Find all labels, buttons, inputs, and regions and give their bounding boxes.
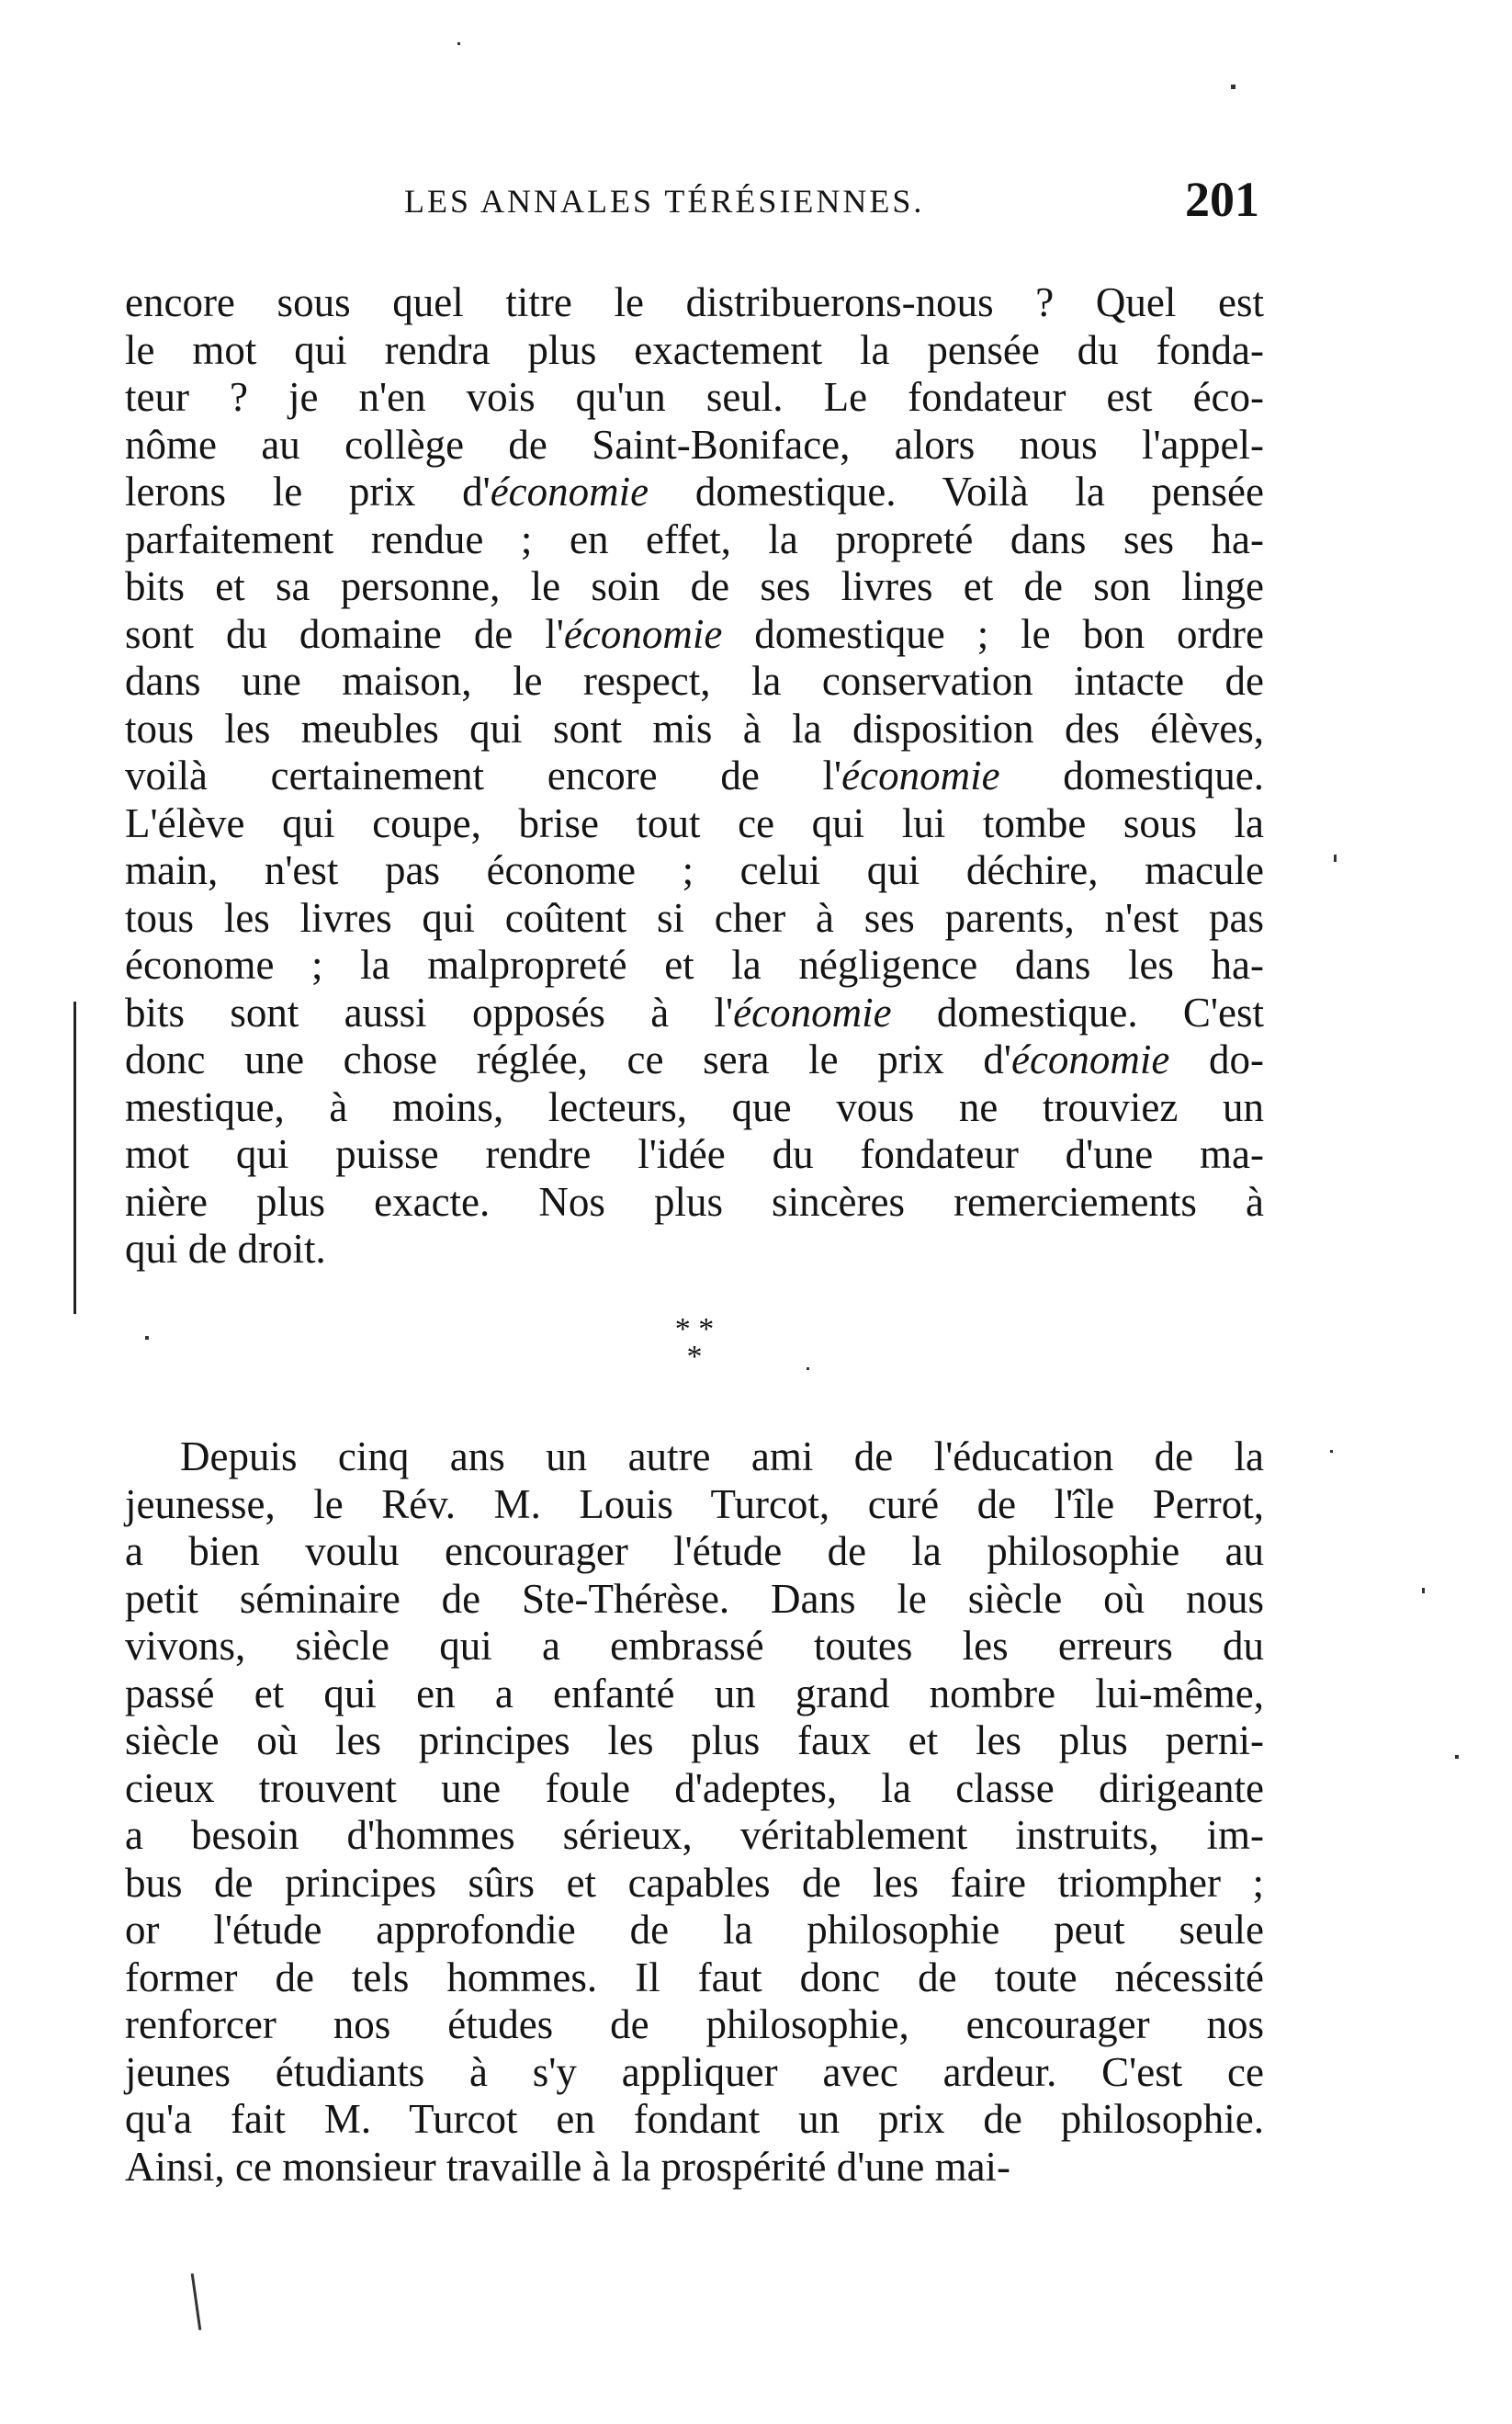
section-separator: [658, 1312, 731, 1374]
ink-speck: [807, 1367, 809, 1370]
text-line: petit séminaire de Ste-Thérèse. Dans le siècle où nous: [125, 1575, 1264, 1622]
text-line: jeunes étudiants à s'y appliquer avec ardeur. C'est ce: [125, 2048, 1264, 2095]
text-line: économe ; la malpropreté et la négligence dans les ha-: [125, 942, 1264, 988]
text-line: or l'étude approfondie de la philosophie peut seule: [125, 1907, 1264, 1953]
italic-term: économie: [490, 469, 649, 515]
text-line: nière plus exacte. Nos plus sincères remerciements à: [125, 1178, 1264, 1225]
italic-term: économie: [733, 989, 892, 1036]
ink-speck: [145, 1336, 149, 1340]
ink-speck: [1334, 855, 1337, 862]
text-line: qu'a fait M. Turcot en fondant un prix de philosophie.: [125, 2096, 1264, 2142]
italic-term: économie: [563, 610, 723, 657]
text-segment: domestique. Voilà la pensée: [649, 469, 1264, 515]
ink-speck: [191, 2273, 202, 2330]
text-line: mot qui puisse rendre l'idée du fondateur d'une ma-: [125, 1131, 1264, 1177]
text-line: qui de droit.: [125, 1226, 326, 1272]
text-line: le mot qui rendra plus exactement la pensée du fonda-: [125, 326, 1264, 373]
text-line: tous les meubles qui sont mis à la disposition des élèves,: [125, 705, 1264, 752]
text-line: [125, 1036, 1264, 1084]
text-line: [125, 469, 1264, 516]
text-line: jeunesse, le Rév. M. Louis Turcot, curé de l'île Perrot,: [125, 1480, 1264, 1527]
text-line: dans une maison, le respect, la conservation intacte de: [125, 658, 1264, 704]
text-line: Ainsi, ce monsieur travaille à la prospérité d'une mai-: [125, 2143, 1011, 2190]
text-line: cieux trouvent une foule d'adeptes, la classe dirigeante: [125, 1764, 1264, 1811]
text-segment: domestique ; le bon ordre: [722, 610, 1264, 657]
text-line: bits et sa personne, le soin de ses livres et de son linge: [125, 563, 1264, 609]
text-segment: sont du domaine de l': [125, 610, 564, 657]
text-line: teur ? je n'en vois qu'un seul. Le fondateur est éco-: [125, 374, 1264, 420]
text-segment: do-: [1169, 1036, 1264, 1082]
text-line: parfaitement rendue ; en effet, la propreté dans ses ha-: [125, 515, 1264, 562]
text-line: [125, 611, 1264, 659]
text-line: [125, 753, 1264, 800]
text-line: main, n'est pas économe ; celui qui déchire, macule: [125, 847, 1264, 893]
running-title: LES ANNALES TÉRÉSIENNES.: [404, 183, 925, 220]
text-segment: donc une chose réglée, ce sera le prix d': [125, 1036, 1011, 1082]
ink-speck: [1330, 1450, 1333, 1453]
text-segment: lerons le prix d': [125, 469, 491, 515]
ink-speck: [457, 42, 460, 45]
asterism-bottom: *: [686, 1340, 703, 1374]
text-line: a bien voulu encourager l'étude de la philosophie au: [125, 1528, 1264, 1574]
ink-speck: [1455, 1755, 1459, 1759]
text-line: nôme au collège de Saint-Boniface, alors nous l'appel-: [125, 421, 1264, 468]
paragraph-economie: [125, 279, 1264, 1274]
text-segment: bits sont aussi opposés à l': [125, 989, 734, 1036]
text-line: renforcer nos études de philosophie, encourager nos: [125, 2001, 1264, 2047]
paragraph-philosophie: [125, 1433, 1264, 2191]
text-line: encore sous quel titre le distribuerons-nous ? Quel est: [125, 279, 1264, 325]
text-line: passé et qui en a enfanté un grand nombre lui-même,: [125, 1670, 1264, 1716]
margin-mark: [73, 1002, 76, 1314]
ink-speck: [1422, 1588, 1425, 1593]
italic-term: économie: [841, 753, 1000, 799]
italic-term: économie: [1010, 1036, 1170, 1082]
text-line: mestique, à moins, lecteurs, que vous ne trouviez un: [125, 1083, 1264, 1130]
text-segment: voilà certainement encore de l': [125, 753, 842, 799]
ink-speck: [1231, 85, 1236, 89]
text-line: tous les livres qui coûtent si cher à ses parents, n'est pas: [125, 894, 1264, 941]
text-line: former de tels hommes. Il faut donc de toute nécessité: [125, 1954, 1264, 2000]
text-line: vivons, siècle qui a embrassé toutes les erreurs du: [125, 1623, 1264, 1669]
text-line: Depuis cinq ans un autre ami de l'éducation de la: [180, 1433, 1264, 1479]
page-number: 201: [1185, 172, 1259, 227]
text-line: bus de principes sûrs et capables de les faire triompher ;: [125, 1859, 1264, 1906]
text-segment: domestique.: [999, 753, 1265, 799]
asterism-top: * *: [674, 1312, 715, 1346]
text-line: L'élève qui coupe, brise tout ce qui lui tombe sous la: [125, 799, 1264, 846]
text-line: siècle où les principes les plus faux et les plus perni-: [125, 1717, 1264, 1763]
text-line: [125, 990, 1264, 1037]
text-segment: domestique. C'est: [891, 989, 1264, 1036]
text-line: a besoin d'hommes sérieux, véritablement instruits, im-: [125, 1812, 1264, 1858]
